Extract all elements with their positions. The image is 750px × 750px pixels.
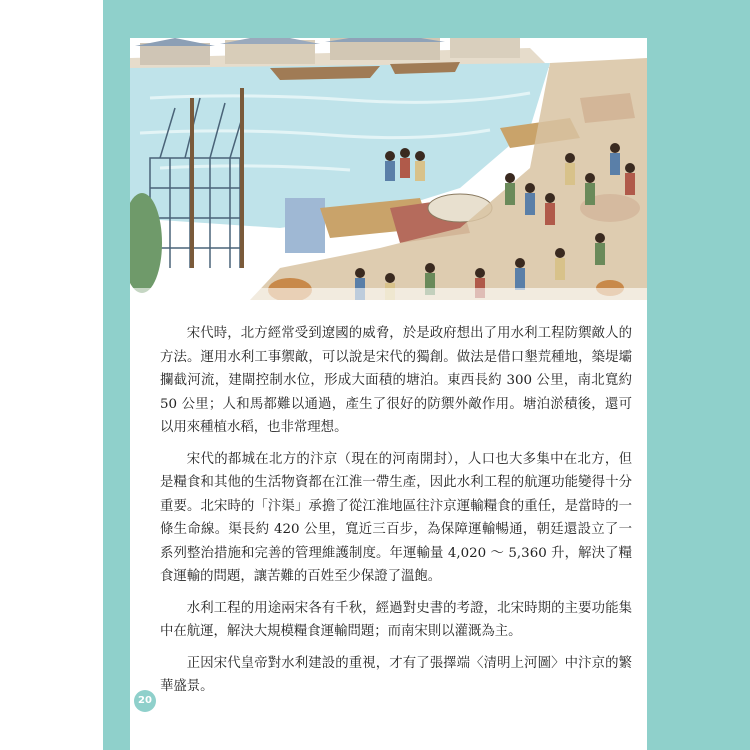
top-accent-band xyxy=(103,0,647,38)
paragraph-4: 正因宋代皇帝對水利建設的重視，才有了張擇端〈清明上河圖〉中汴京的繁華盛景。 xyxy=(160,655,632,694)
page-number-badge: 20 xyxy=(134,690,156,712)
body-text xyxy=(160,322,632,707)
paragraph-2: 宋代的都城在北方的汴京（現在的河南開封），人口也大多集中在北方，但是糧食和其他的生活物資都在江淮一帶生產，因此水利工程的航運功能變得十分重要。北宋時的「汴渠」承擔了從江淮地區往汴京運輸糧食的重任，是當時的一條生命線。渠長約 420 公里，寬近三百步，為保障運輸暢通，朝廷還設立了一系列整治措施和完善的管理維護制度。年運輸量 4,020 ～ 5,360 升，解決了糧食運輸的問題，讓苦難的百姓至少保證了溫飽。 xyxy=(160,451,632,584)
paragraph-1: 宋代時，北方經常受到遼國的威脅，於是政府想出了用水利工程防禦敵人的方法。運用水利工事禦敵，可以說是宋代的獨創。做法是借口墾荒種地，築堤壩攔截河流，建閘控制水位，形成大面積的塘泊。東西長約 300 公里，南北寬約 50 公里；人和馬都難以通過，產生了很好的防禦外敵作用。塘泊淤積後，還可以用來種植水稻，也非常理想。 xyxy=(160,326,632,435)
riverside-market-illustration xyxy=(130,38,647,300)
right-accent-band xyxy=(647,0,750,750)
left-accent-band xyxy=(103,0,130,750)
paragraph-3: 水利工程的用途兩宋各有千秋，經過對史書的考證，北宋時期的主要功能集中在航運，解決大規模糧食運輸問題；而南宋則以灌溉為主。 xyxy=(160,600,632,639)
